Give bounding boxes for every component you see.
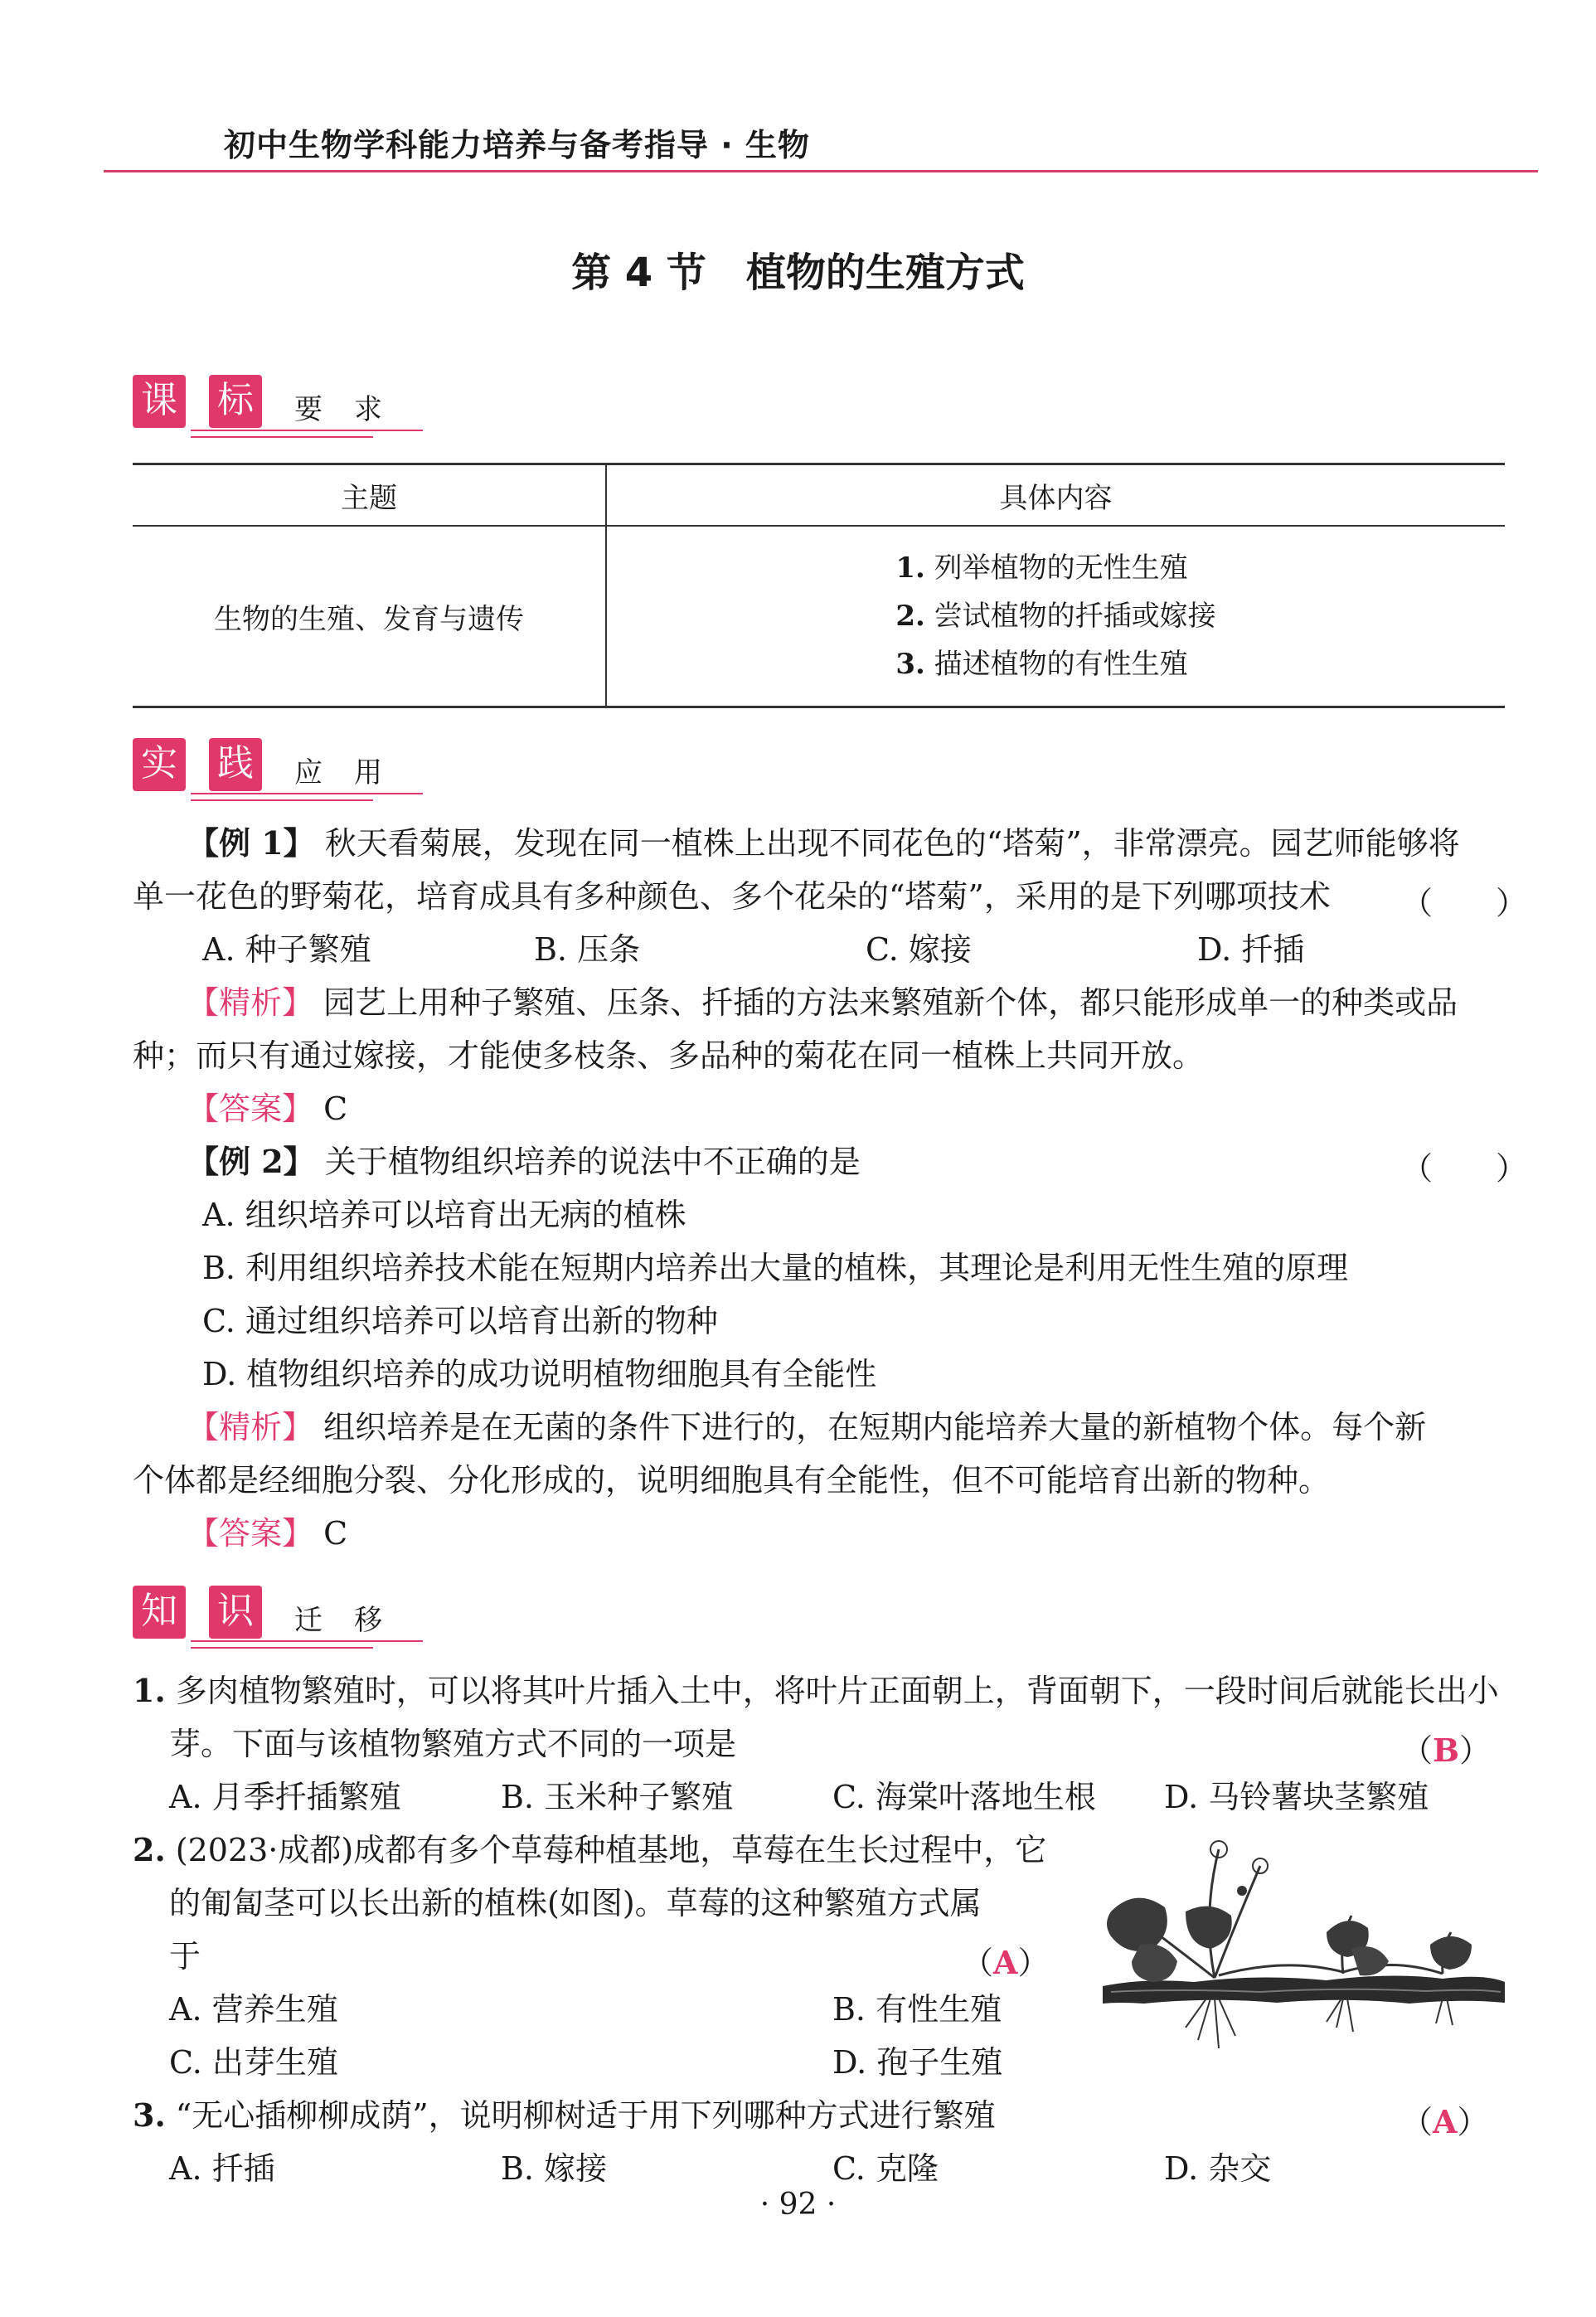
badge-char: 移: [354, 1604, 382, 1637]
badge-char: 标: [209, 375, 262, 428]
example2-paren: （ ）: [1401, 1150, 1528, 1187]
table-header-content: 具体内容: [606, 464, 1505, 527]
badge-char: 实: [133, 738, 186, 791]
option: A. 组织培养可以培育出无病的植株: [202, 1197, 686, 1233]
standards-table: [133, 463, 1505, 708]
table-cell-content: [606, 526, 1505, 707]
example2-answer: 【答案】 C: [187, 1515, 348, 1552]
example1-analysis-cont: 种；而只有通过嫁接，才能使多枝条、多品种的菊花在同一植株上共同开放。: [133, 1037, 1205, 1074]
option: C. 嫁接: [866, 931, 972, 968]
badge-char: 知: [133, 1586, 186, 1639]
badge-underline: [191, 430, 423, 431]
option: B. 玉米种子繁殖: [501, 1779, 734, 1815]
section-title: 第 4 节 植物的生殖方式: [571, 250, 1025, 296]
option: C. 通过组织培养可以培育出新的物种: [202, 1303, 718, 1339]
badge-char: 践: [209, 738, 262, 791]
list-item: 1. 列举植物的无性生殖: [895, 551, 1188, 585]
option: D. 马铃薯块茎繁殖: [1164, 1779, 1429, 1815]
example2-analysis-cont: 个体都是经细胞分裂、分化形成的，说明细胞具有全能性，但不可能培育出新的物种。: [133, 1462, 1331, 1499]
badge-underline: [191, 793, 423, 794]
strawberry-runner-illustration: [1094, 1833, 1509, 2069]
option: A. 营养生殖: [169, 1991, 338, 2028]
option: C. 出芽生殖: [169, 2044, 338, 2081]
header-rule: [104, 170, 1538, 172]
badge-char: 应: [294, 756, 323, 789]
q2-line3: 于: [169, 1938, 201, 1975]
q2-line2: 的匍匐茎可以长出新的植株(如图)。草莓的这种繁殖方式属: [169, 1885, 982, 1921]
example1-line2: 单一花色的野菊花，培育成具有多种颜色、多个花朵的“塔菊”，采用的是下列哪项技术: [133, 878, 1331, 915]
badge-practice: [133, 738, 431, 804]
option: B. 嫁接: [501, 2150, 608, 2187]
option: C. 克隆: [832, 2150, 939, 2187]
option: A. 月季扦插繁殖: [169, 1779, 401, 1815]
badge-underline: [191, 436, 373, 438]
q1-answer-paren: （B）: [1401, 1732, 1492, 1769]
running-header: 初中生物学科能力培养与备考指导 · 生物: [224, 127, 810, 163]
example1-analysis: 【精析】 园艺上用种子繁殖、压条、扦插的方法来繁殖新个体，都只能形成单一的种类或品: [187, 984, 1458, 1021]
q2-answer-paren: （A）: [962, 1944, 1050, 1981]
badge-char: 课: [133, 375, 186, 428]
example1-paren: （ ）: [1401, 885, 1528, 921]
option: B. 利用组织培养技术能在短期内培养出大量的植株，其理论是利用无性生殖的原理: [202, 1250, 1349, 1286]
example1-line1: 【例 1】 秋天看菊展，发现在同一植株上出现不同花色的“塔菊”，非常漂亮。园艺师能够将: [187, 824, 1460, 862]
option: B. 压条: [534, 931, 641, 968]
example2-analysis: 【精析】 组织培养是在无菌的条件下进行的，在短期内能培养大量的新植物个体。每个新: [187, 1409, 1427, 1445]
badge-char: 用: [354, 756, 382, 789]
option: D. 杂交: [1164, 2150, 1272, 2187]
option: D. 植物组织培养的成功说明植物细胞具有全能性: [202, 1356, 877, 1392]
q2-line1: 2. (2023·成都)成都有多个草莓种植基地，草莓在生长过程中，它: [133, 1831, 1047, 1868]
badge-underline: [191, 1647, 373, 1649]
badge-char: 求: [354, 393, 382, 426]
option: B. 有性生殖: [832, 1991, 1002, 2028]
option: C. 海棠叶落地生根: [832, 1779, 1096, 1815]
badge-standards: [133, 375, 431, 441]
badge-underline: [191, 799, 373, 801]
option: A. 种子繁殖: [202, 931, 371, 968]
badge-underline: [191, 1640, 423, 1642]
list-item: 2. 尝试植物的扦插或嫁接: [895, 600, 1216, 633]
list-item: 3. 描述植物的有性生殖: [895, 648, 1188, 681]
q1-line1: 1. 多肉植物繁殖时，可以将其叶片插入土中，将叶片正面朝上，背面朝下，一段时间后就能长出小: [133, 1672, 1499, 1709]
badge-char: 迁: [294, 1604, 323, 1637]
option: D. 扦插: [1197, 931, 1305, 968]
badge-char: 要: [294, 393, 323, 426]
option: A. 扦插: [169, 2150, 275, 2187]
table-cell-topic: 生物的生殖、发育与遗传: [133, 526, 606, 707]
page-number: · 92 ·: [759, 2188, 837, 2222]
badge-transfer: [133, 1586, 431, 1652]
badge-char: 识: [209, 1586, 262, 1639]
example1-answer: 【答案】 C: [187, 1090, 348, 1127]
q1-line2: 芽。下面与该植物繁殖方式不同的一项是: [169, 1726, 737, 1762]
example2-line1: 【例 2】 关于植物组织培养的说法中不正确的是: [187, 1143, 861, 1180]
option: D. 孢子生殖: [832, 2044, 1003, 2081]
q3-answer-paren: （A）: [1401, 2103, 1489, 2140]
q3-line1: 3. “无心插柳柳成荫”，说明柳树适于用下列哪种方式进行繁殖: [133, 2096, 996, 2134]
table-header-topic: 主题: [133, 464, 606, 527]
